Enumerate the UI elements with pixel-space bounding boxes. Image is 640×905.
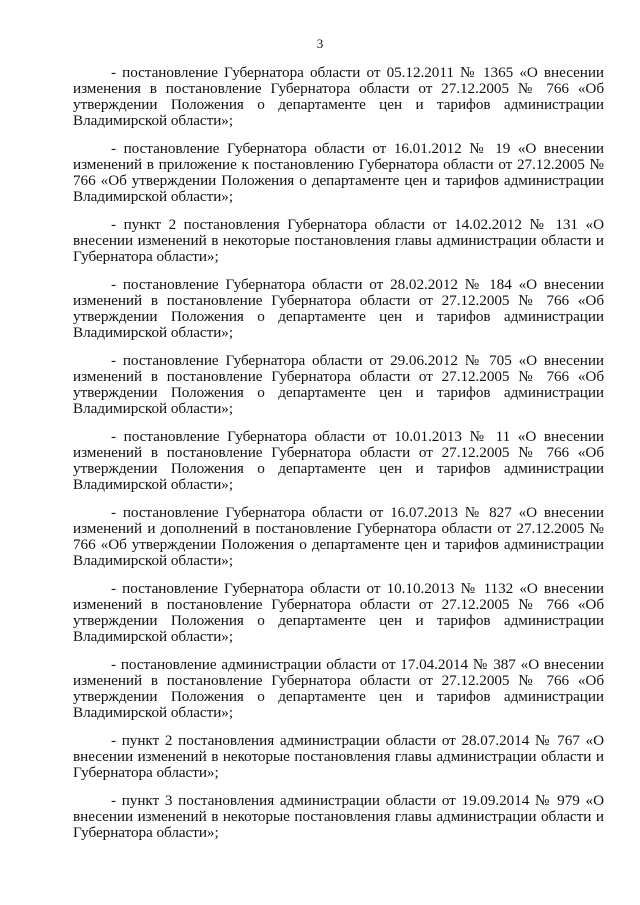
list-item: - пункт 2 постановления администрации области от 28.07.2014 № 767 «О внесении изменений в некоторые постановления главы администрации области и Губернатора области»;: [73, 732, 604, 781]
list-item: - постановление Губернатора области от 10.10.2013 № 1132 «О внесении изменений в постановление Губернатора области от 27.12.2005 № 766 «Об утверждении Положения о департаменте цен и тарифов администрации Владимирской области»;: [73, 580, 604, 645]
list-item: - постановление Губернатора области от 10.01.2013 № 11 «О внесении изменений в постановление Губернатора области от 27.12.2005 № 766 «Об утверждении Положения о департаменте цен и тарифов администрации Владимирской области»;: [73, 428, 604, 493]
page-number: 3: [316, 36, 324, 51]
list-item: - постановление Губернатора области от 05.12.2011 № 1365 «О внесении изменения в постановление Губернатора области от 27.12.2005 № 766 «Об утверждении Положения о департаменте цен и тарифов администрации Владимирской области»;: [73, 64, 604, 129]
document-body: [73, 65, 604, 853]
list-item: - постановление администрации области от 17.04.2014 № 387 «О внесении изменений в постановление Губернатора области от 27.12.2005 № 766 «Об утверждении Положения о департаменте цен и тарифов администрации Владимирской области»;: [73, 656, 604, 721]
list-item: - пункт 3 постановления администрации области от 19.09.2014 № 979 «О внесении изменений в некоторые постановления главы администрации области и Губернатора области»;: [73, 792, 604, 841]
list-item: - пункт 2 постановления Губернатора области от 14.02.2012 № 131 «О внесении изменений в некоторые постановления главы администрации области и Губернатора области»;: [73, 216, 604, 265]
list-item: - постановление Губернатора области от 29.06.2012 № 705 «О внесении изменений в постановление Губернатора области от 27.12.2005 № 766 «Об утверждении Положения о департаменте цен и тарифов администрации Владимирской области»;: [73, 352, 604, 417]
list-item: - постановление Губернатора области от 16.07.2013 № 827 «О внесении изменений и дополнений в постановление Губернатора области от 27.12.2005 № 766 «Об утверждении Положения о департаменте цен и тарифов администрации Владимирской области»;: [73, 504, 604, 569]
list-item: - постановление Губернатора области от 16.01.2012 № 19 «О внесении изменений в приложение к постановлению Губернатора области от 27.12.2005 № 766 «Об утверждении Положения о департаменте цен и тарифов администрации Владимирской области»;: [73, 140, 604, 205]
list-item: - постановление Губернатора области от 28.02.2012 № 184 «О внесении изменений в постановление Губернатора области от 27.12.2005 № 766 «Об утверждении Положения о департаменте цен и тарифов администрации Владимирской области»;: [73, 276, 604, 341]
